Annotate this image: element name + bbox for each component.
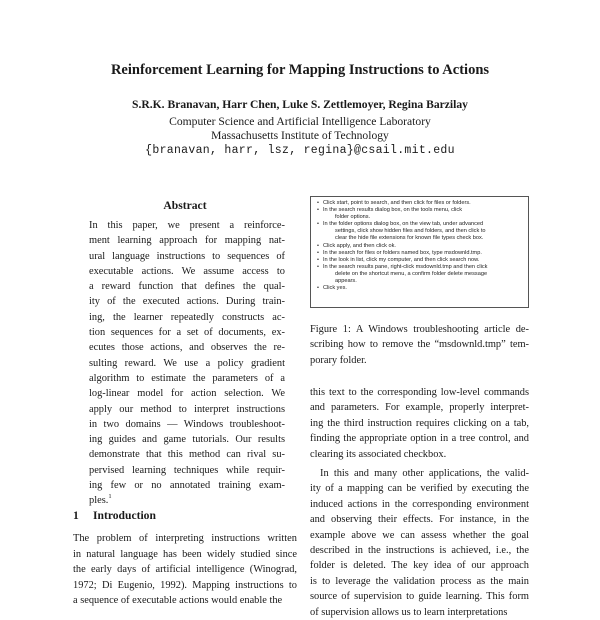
section-title: Introduction	[93, 509, 156, 522]
abstract-line: ecutes those actions, and observes the re-	[89, 342, 285, 354]
intro-line: in natural language has been widely studied since	[73, 548, 297, 560]
abstract-line: ing guides and game tutorials. Our results	[89, 434, 285, 446]
paper-title: Reinforcement Learning for Mapping Instructions to Actions	[110, 62, 490, 78]
figure-instruction-text: folder options.	[335, 214, 371, 221]
figure-instruction-text: In the search results pane, right-click msdownld.tmp and then click	[323, 263, 488, 270]
abstract-line: ment learning approach for mapping nat-	[89, 235, 285, 247]
abstract-body	[89, 218, 285, 509]
abstract-line: ing few or no annotated training exam-	[89, 480, 285, 492]
figure-1-caption	[310, 322, 529, 368]
figure-instruction-line	[317, 264, 524, 271]
figure-instruction-text: appears.	[335, 278, 357, 285]
figure-instruction-line	[317, 278, 524, 285]
figure-instruction-text: delete on the shortcut menu, a confirm folder delete message	[335, 270, 488, 277]
figure-instruction-text: settings, click show hidden files and folders, and then click to	[335, 228, 486, 235]
figure-instruction-line	[317, 243, 524, 250]
bullet-icon: •	[317, 207, 319, 214]
paper-authors: S.R.K. Branavan, Harr Chen, Luke S. Zettlemoyer, Regina Barzilay	[132, 98, 468, 111]
body-line: folder is deleted. The key idea of our approach	[310, 560, 529, 572]
abstract-line: ural language instructions to sequences of	[89, 250, 285, 262]
figure-instruction-line	[317, 214, 524, 221]
figure-instruction-text: Click apply, and then click ok.	[323, 242, 396, 249]
bullet-icon: •	[317, 249, 319, 256]
figure-instruction-text: In the folder options dialog box, on the view tab, under advanced	[323, 221, 484, 228]
body-line: and observing their effects. For instance, in the	[310, 514, 529, 526]
body-line: this text to the corresponding low-level commands	[310, 387, 529, 398]
figure-instruction-line	[317, 285, 524, 292]
abstract-line: a reward function that defines the qual-	[89, 281, 285, 293]
intro-line: The problem of interpreting instructions written	[73, 533, 297, 544]
figure-instruction-text: Click start, point to search, and then click for files or folders.	[323, 200, 471, 206]
figure-instruction-text: In the search for files or folders named box, type msdownld.tmp.	[323, 249, 482, 256]
body-line: of supervision allows us to learn interpretations	[310, 606, 508, 618]
intro-line: a sequence of executable actions would enable the	[73, 595, 283, 607]
caption-line: porary folder.	[310, 354, 367, 366]
abstract-line: apply our method to interpret instructions	[89, 403, 285, 415]
figure-instruction-line	[317, 207, 524, 214]
abstract-line: in two domains — Windows troubleshoot-	[89, 418, 285, 430]
abstract-line: ples.$^1$	[89, 493, 112, 507]
abstract-line: pervised learning techniques while requir-	[89, 464, 285, 476]
introduction-body	[73, 531, 297, 609]
paragraph-validation	[310, 466, 529, 620]
caption-line: Figure 1: A Windows troubleshooting article de-	[310, 324, 529, 335]
body-line: and parameters. For example, properly interpret-	[310, 402, 529, 414]
figure-1-instructions-box	[310, 196, 529, 308]
figure-instruction-line	[317, 250, 524, 257]
bullet-icon: •	[317, 200, 319, 206]
abstract-heading: Abstract	[163, 199, 207, 212]
author-email: {branavan, harr, lsz, regina}@csail.mit.edu	[145, 144, 455, 157]
figure-instruction-line	[317, 271, 524, 278]
abstract-line: demonstrate that this method can rival su-	[89, 449, 285, 461]
figure-instruction-line	[317, 221, 524, 228]
abstract-line: log-linear model for action selection. We	[89, 388, 285, 400]
body-line: source of supervision to guide learning. This form	[310, 591, 529, 603]
introduction-heading	[73, 509, 156, 522]
figure-instruction-text: In the look in list, click my computer, and then click search now.	[323, 256, 480, 263]
bullet-icon: •	[317, 256, 319, 263]
intro-line: the early days of artificial intelligence (Winograd,	[73, 564, 297, 576]
body-line: ing the third instruction requires clicking on a tab,	[310, 417, 529, 429]
body-line: described in the instructions is achieved, i.e., the	[310, 545, 529, 557]
abstract-line: ing, the learner repeatedly constructs ac-	[89, 311, 285, 323]
bullet-icon: •	[317, 263, 319, 270]
figure-instruction-line	[317, 228, 524, 235]
figure-instruction-text: Click yes.	[323, 285, 347, 292]
paragraph-continuation	[310, 385, 529, 462]
body-line: ity of a mapping can be verified by executing the	[310, 483, 529, 495]
section-number: 1	[73, 509, 79, 522]
body-line: is to leverage the validation process as the main	[310, 575, 529, 587]
figure-instruction-line	[317, 257, 524, 264]
body-line: In this and many other applications, the valid-	[320, 468, 529, 480]
footnote-marker: 1	[108, 493, 112, 501]
caption-line: scribing how to remove the “msdownld.tmp” tem-	[310, 339, 529, 351]
body-line: clearing its associated checkbox.	[310, 448, 447, 460]
body-line: example above we can assess whether the goal	[310, 529, 529, 541]
figure-instruction-line	[317, 235, 524, 242]
bullet-icon: •	[317, 242, 319, 249]
abstract-line: In this paper, we present a reinforce-	[89, 220, 285, 231]
abstract-line: tion sequences for a set of documents, ex-	[89, 327, 285, 339]
affiliation-lab: Computer Science and Artificial Intelligence Laboratory	[169, 115, 431, 128]
abstract-line: sulting reward. We use a policy gradient	[89, 357, 285, 369]
figure-instruction-text: In the search results dialog box, on the tools menu, click	[323, 207, 462, 214]
abstract-line: executable actions. We assume access to	[89, 265, 285, 277]
figure-instruction-text: clear the hide file extensions for known file types check box.	[335, 235, 484, 242]
body-line: induced actions in the corresponding environment	[310, 498, 529, 510]
bullet-icon: •	[317, 221, 319, 228]
abstract-line: ity of the executed actions. During train-	[89, 296, 285, 308]
figure-instruction-line	[317, 200, 524, 207]
abstract-line: algorithm to estimate the parameters of a	[89, 372, 285, 384]
right-column-body	[310, 385, 529, 620]
affiliation-institute: Massachusetts Institute of Technology	[211, 129, 389, 142]
bullet-icon: •	[317, 285, 319, 292]
body-line: finding the appropriate option in a tree control, and	[310, 433, 529, 445]
intro-line: 1972; Di Eugenio, 1992). Mapping instructions to	[73, 579, 297, 591]
